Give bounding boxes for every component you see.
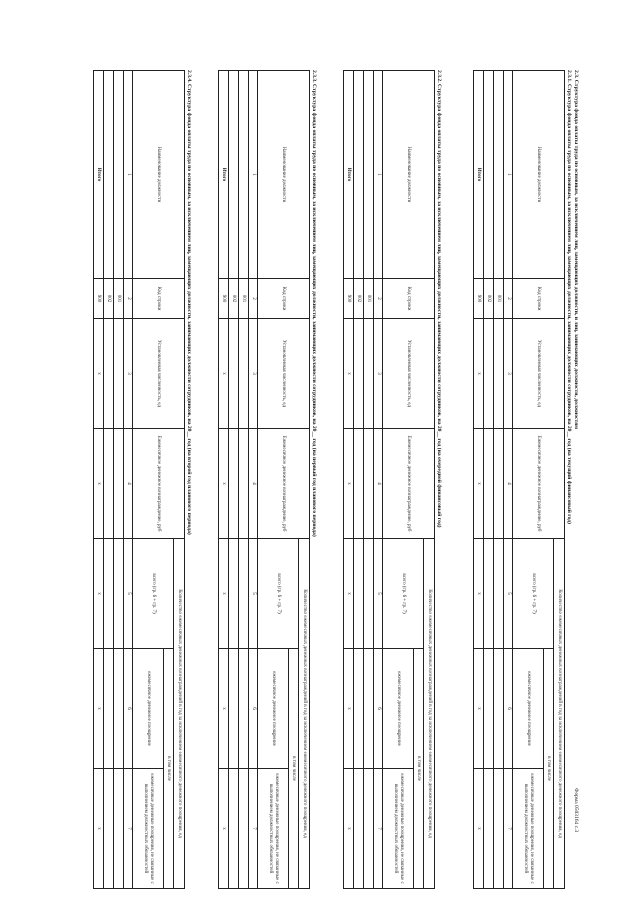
table-cell-empty bbox=[104, 429, 114, 539]
header-bonus-fixed: ежемесячное денежное поощрение bbox=[383, 649, 414, 769]
table-cell-empty bbox=[364, 649, 374, 769]
cell-x: x bbox=[94, 429, 104, 539]
total-label: Итого bbox=[94, 71, 104, 279]
table-cell-empty bbox=[494, 319, 504, 429]
col-number: 3 bbox=[374, 319, 383, 429]
col-number: 5 bbox=[124, 539, 133, 649]
payroll-table-2-3-4 bbox=[93, 70, 185, 889]
col-number: 4 bbox=[374, 429, 383, 539]
header-monthly-pay: Ежемесячное денежное вознаграждение, руб bbox=[133, 429, 185, 539]
table-cell-empty bbox=[239, 649, 249, 769]
header-staff: Установленная численность, ед bbox=[383, 319, 435, 429]
table-cell-empty bbox=[364, 71, 374, 279]
table-cell-empty bbox=[104, 539, 114, 649]
table-cell-empty bbox=[104, 769, 114, 889]
table-cell-empty bbox=[494, 539, 504, 649]
table-cell-empty bbox=[114, 429, 124, 539]
header-monthly-pay: Ежемесячное денежное вознаграждение, руб bbox=[513, 429, 565, 539]
header-bonus-other: ежемесячные денежные поощрения, не связанные с выполнением должностных обязанностей bbox=[258, 769, 289, 889]
cell-x: x bbox=[344, 649, 354, 769]
col-number: 6 bbox=[124, 649, 133, 769]
col-number: 1 bbox=[504, 71, 513, 279]
table-cell-empty bbox=[239, 429, 249, 539]
header-total: всего (гр. 6 + гр. 7) bbox=[383, 539, 424, 649]
col-number: 7 bbox=[504, 769, 513, 889]
cell-x: x bbox=[219, 319, 229, 429]
col-number: 1 bbox=[124, 71, 133, 279]
payroll-table-2-3-3 bbox=[218, 70, 310, 889]
header-row-code: Код строки bbox=[258, 279, 310, 319]
cell-x: x bbox=[94, 539, 104, 649]
header-position-name: Наименование должности bbox=[383, 71, 435, 279]
header-bonus-fixed: ежемесячное денежное поощрение bbox=[513, 649, 544, 769]
table-cell-empty bbox=[114, 539, 124, 649]
header-position-name: Наименование должности bbox=[513, 71, 565, 279]
table-cell-empty bbox=[114, 769, 124, 889]
cell-x: x bbox=[474, 539, 484, 649]
table-cell-empty bbox=[494, 649, 504, 769]
header-including: в том числе bbox=[414, 649, 424, 889]
table-cell-empty bbox=[229, 71, 239, 279]
table-cell-empty bbox=[229, 649, 239, 769]
cell-x: x bbox=[219, 769, 229, 889]
table-cell-empty bbox=[229, 539, 239, 649]
header-bonus-fixed: ежемесячное денежное поощрение bbox=[133, 649, 164, 769]
header-position-name: Наименование должности bbox=[133, 71, 185, 279]
header-including: в том числе bbox=[164, 649, 174, 889]
table-cell-empty bbox=[239, 769, 249, 889]
table-cell-empty bbox=[114, 319, 124, 429]
header-row-code: Код строки bbox=[513, 279, 565, 319]
row-code: 001 bbox=[494, 279, 504, 319]
table-cell-empty bbox=[494, 769, 504, 889]
col-number: 2 bbox=[504, 279, 513, 319]
table-cell-empty bbox=[484, 429, 494, 539]
col-number: 7 bbox=[124, 769, 133, 889]
table-cell-empty bbox=[364, 769, 374, 889]
section-heading-2-3-4: 2.3.4. Структура фонда оплаты труда по основным, за исключением лиц, замещающих должности, занимающих должности сотрудников, на 20__ год (на второй год планового периода) bbox=[186, 70, 192, 535]
col-number: 4 bbox=[249, 429, 258, 539]
header-quantity-group: Количество ежемесячных денежных вознаграждений в год за исключением ежемесячного денежного поощрения, ед bbox=[554, 539, 565, 889]
row-code: 001 bbox=[239, 279, 249, 319]
table-cell-empty bbox=[364, 539, 374, 649]
col-number: 1 bbox=[374, 71, 383, 279]
header-bonus-other: ежемесячные денежные поощрения, не связанные с выполнением должностных обязанностей bbox=[513, 769, 544, 889]
row-code: 002 bbox=[484, 279, 494, 319]
col-number: 7 bbox=[249, 769, 258, 889]
total-code: 900 bbox=[219, 279, 229, 319]
header-monthly-pay: Ежемесячное денежное вознаграждение, руб bbox=[258, 429, 310, 539]
col-number: 5 bbox=[504, 539, 513, 649]
col-number: 6 bbox=[374, 649, 383, 769]
table-cell-empty bbox=[239, 71, 249, 279]
row-code: 001 bbox=[114, 279, 124, 319]
header-total: всего (гр. 6 + гр. 7) bbox=[133, 539, 174, 649]
rotated-form bbox=[51, 70, 581, 890]
section-heading-2-3-2: 2.3.2. Структура фонда оплаты труда по основным, за исключением лиц, замещающих должности, занимающих должности сотрудников, на 20__ год (на очередной финансовый год) bbox=[436, 70, 442, 528]
payroll-table-2-3-1 bbox=[473, 70, 565, 889]
header-row-code: Код строки bbox=[133, 279, 185, 319]
total-label: Итого bbox=[474, 71, 484, 279]
form-code: Форма 0503164 с.3 bbox=[573, 788, 579, 833]
table-cell-empty bbox=[114, 649, 124, 769]
total-code: 900 bbox=[344, 279, 354, 319]
total-code: 900 bbox=[474, 279, 484, 319]
table-cell-empty bbox=[484, 71, 494, 279]
table-cell-empty bbox=[364, 429, 374, 539]
col-number: 5 bbox=[374, 539, 383, 649]
table-cell-empty bbox=[354, 319, 364, 429]
section-heading-2-3-1: 2.3.1. Структура фонда оплаты труда по основным, за исключением лиц, замещающих должности, занимающих должности сотрудников, на 20__ год (на текущий финансовый год) bbox=[566, 70, 572, 524]
col-number: 2 bbox=[374, 279, 383, 319]
row-code: 001 bbox=[364, 279, 374, 319]
header-total: всего (гр. 6 + гр. 7) bbox=[513, 539, 554, 649]
col-number: 3 bbox=[124, 319, 133, 429]
table-cell-empty bbox=[494, 429, 504, 539]
cell-x: x bbox=[344, 539, 354, 649]
table-cell-empty bbox=[239, 539, 249, 649]
cell-x: x bbox=[474, 769, 484, 889]
total-label: Итого bbox=[344, 71, 354, 279]
table-cell-empty bbox=[229, 769, 239, 889]
total-code: 900 bbox=[94, 279, 104, 319]
header-position-name: Наименование должности bbox=[258, 71, 310, 279]
col-number: 6 bbox=[249, 649, 258, 769]
row-code: 002 bbox=[354, 279, 364, 319]
col-number: 4 bbox=[504, 429, 513, 539]
table-cell-empty bbox=[104, 71, 114, 279]
header-staff: Установленная численность, ед bbox=[513, 319, 565, 429]
cell-x: x bbox=[474, 429, 484, 539]
col-number: 5 bbox=[249, 539, 258, 649]
table-cell-empty bbox=[104, 649, 114, 769]
col-number: 2 bbox=[124, 279, 133, 319]
cell-x: x bbox=[94, 319, 104, 429]
header-bonus-fixed: ежемесячное денежное поощрение bbox=[258, 649, 289, 769]
section-heading-main: 2.3. Структура фонда оплаты труда по основным, за исключением лиц, замещающих должности, и лиц, занимающих должности, должностям bbox=[573, 70, 579, 430]
table-cell-empty bbox=[484, 649, 494, 769]
table-cell-empty bbox=[229, 429, 239, 539]
cell-x: x bbox=[474, 649, 484, 769]
section-heading-2-3-3: 2.3.3. Структура фонда оплаты труда по основным, за исключением лиц, замещающих должности, занимающих должности сотрудников, на 20__ год (на первый год планового периода) bbox=[311, 70, 317, 537]
table-cell-empty bbox=[354, 769, 364, 889]
table-cell-empty bbox=[229, 319, 239, 429]
cell-x: x bbox=[344, 769, 354, 889]
table-cell-empty bbox=[484, 769, 494, 889]
table-cell-empty bbox=[484, 539, 494, 649]
table-cell-empty bbox=[364, 319, 374, 429]
total-label: Итого bbox=[219, 71, 229, 279]
cell-x: x bbox=[219, 539, 229, 649]
header-total: всего (гр. 6 + гр. 7) bbox=[258, 539, 299, 649]
table-cell-empty bbox=[354, 649, 364, 769]
cell-x: x bbox=[219, 649, 229, 769]
cell-x: x bbox=[344, 319, 354, 429]
table-cell-empty bbox=[354, 71, 364, 279]
cell-x: x bbox=[94, 769, 104, 889]
header-staff: Установленная численность, ед bbox=[258, 319, 310, 429]
col-number: 6 bbox=[504, 649, 513, 769]
header-staff: Установленная численность, ед bbox=[133, 319, 185, 429]
header-including: в том числе bbox=[544, 649, 554, 889]
table-cell-empty bbox=[114, 71, 124, 279]
row-code: 002 bbox=[229, 279, 239, 319]
row-code: 002 bbox=[104, 279, 114, 319]
header-monthly-pay: Ежемесячное денежное вознаграждение, руб bbox=[383, 429, 435, 539]
table-cell-empty bbox=[484, 319, 494, 429]
header-quantity-group: Количество ежемесячных денежных вознаграждений в год за исключением ежемесячного денежного поощрения, ед bbox=[424, 539, 435, 889]
header-quantity-group: Количество ежемесячных денежных вознаграждений в год за исключением ежемесячного денежного поощрения, ед bbox=[174, 539, 185, 889]
table-cell-empty bbox=[494, 71, 504, 279]
payroll-table-2-3-2 bbox=[343, 70, 435, 889]
header-including: в том числе bbox=[289, 649, 299, 889]
header-quantity-group: Количество ежемесячных денежных вознаграждений в год за исключением ежемесячного денежного поощрения, ед bbox=[299, 539, 310, 889]
header-bonus-other: ежемесячные денежные поощрения, не связанные с выполнением должностных обязанностей bbox=[383, 769, 414, 889]
col-number: 7 bbox=[374, 769, 383, 889]
header-bonus-other: ежемесячные денежные поощрения, не связанные с выполнением должностных обязанностей bbox=[133, 769, 164, 889]
table-cell-empty bbox=[354, 429, 364, 539]
cell-x: x bbox=[474, 319, 484, 429]
col-number: 2 bbox=[249, 279, 258, 319]
cell-x: x bbox=[344, 429, 354, 539]
table-cell-empty bbox=[104, 319, 114, 429]
header-row-code: Код строки bbox=[383, 279, 435, 319]
cell-x: x bbox=[94, 649, 104, 769]
table-cell-empty bbox=[239, 319, 249, 429]
table-cell-empty bbox=[354, 539, 364, 649]
col-number: 1 bbox=[249, 71, 258, 279]
col-number: 3 bbox=[504, 319, 513, 429]
cell-x: x bbox=[219, 429, 229, 539]
col-number: 4 bbox=[124, 429, 133, 539]
col-number: 3 bbox=[249, 319, 258, 429]
